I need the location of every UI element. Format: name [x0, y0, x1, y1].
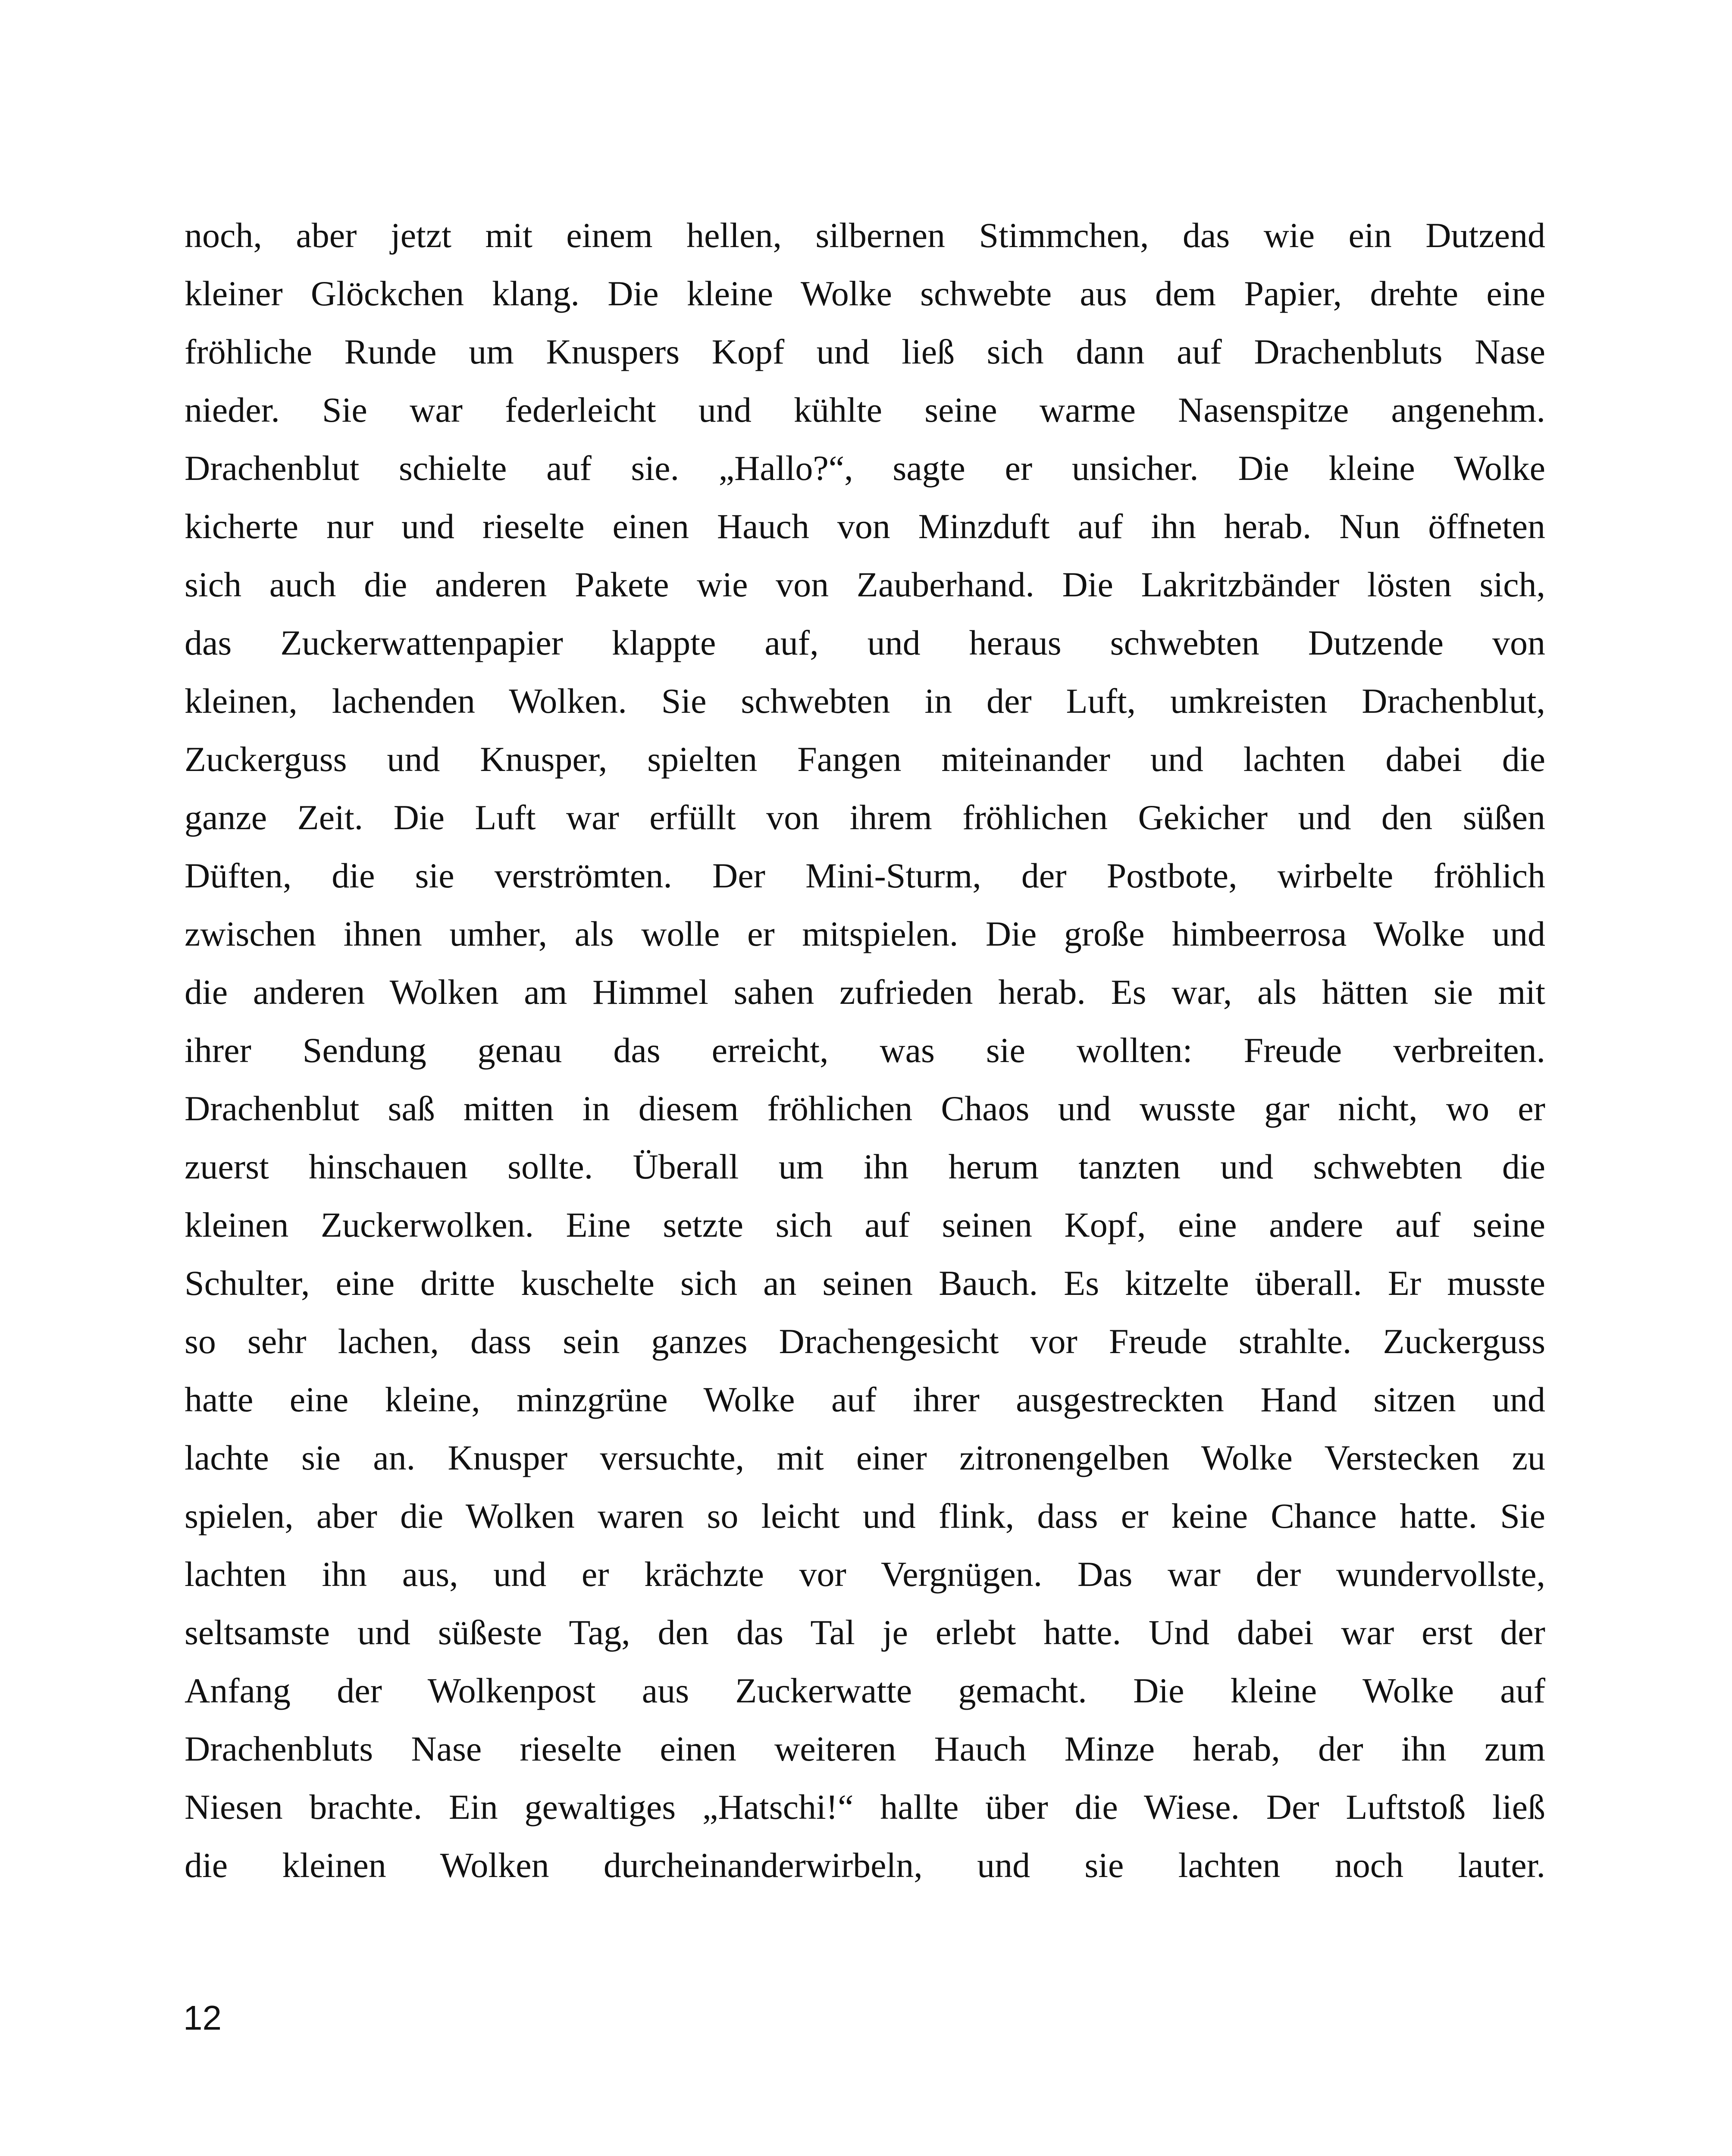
- text-line: fröhliche Runde um Knuspers Kopf und ließ sich dann auf Drachenbluts Nase: [185, 332, 1545, 371]
- text-line: Drachenblut schielte auf sie. „Hallo?“, sagte er unsicher. Die kleine Wolke: [185, 448, 1545, 488]
- text-line: das Zuckerwattenpapier klappte auf, und heraus schwebten Dutzende von: [185, 623, 1545, 662]
- text-line: Drachenbluts Nase rieselte einen weiteren Hauch Minze herab, der ihn zum: [185, 1729, 1545, 1768]
- text-line: Anfang der Wolkenpost aus Zuckerwatte gemacht. Die kleine Wolke auf: [185, 1671, 1545, 1710]
- text-line: Zuckerguss und Knusper, spielten Fangen miteinander und lachten dabei die: [185, 740, 1545, 779]
- text-line: Düften, die sie verströmten. Der Mini-Sturm, der Postbote, wirbelte fröhlich: [185, 856, 1545, 895]
- text-line: Drachenblut saß mitten in diesem fröhlichen Chaos und wusste gar nicht, wo er: [185, 1089, 1545, 1128]
- text-line: noch, aber jetzt mit einem hellen, silbernen Stimmchen, das wie ein Dutzend: [185, 216, 1545, 255]
- text-line: lachten ihn aus, und er krächzte vor Vergnügen. Das war der wundervollste,: [185, 1554, 1545, 1594]
- text-line: kleiner Glöckchen klang. Die kleine Wolke schwebte aus dem Papier, drehte eine: [185, 274, 1545, 313]
- text-line: zwischen ihnen umher, als wolle er mitspielen. Die große himbeerrosa Wolke und: [185, 914, 1545, 953]
- page-number: 12: [183, 1999, 222, 2037]
- text-line: Niesen brachte. Ein gewaltiges „Hatschi!“ hallte über die Wiese. Der Luftstoß ließ: [185, 1787, 1545, 1827]
- text-line: so sehr lachen, dass sein ganzes Drachengesicht vor Freude strahlte. Zuckerguss: [185, 1322, 1545, 1361]
- text-line: die kleinen Wolken durcheinanderwirbeln, und sie lachten noch lauter.: [185, 1846, 1545, 1885]
- text-line: die anderen Wolken am Himmel sahen zufrieden herab. Es war, als hätten sie mit: [185, 972, 1545, 1012]
- text-line: ganze Zeit. Die Luft war erfüllt von ihrem fröhlichen Gekicher und den süßen: [185, 798, 1545, 837]
- text-line: kleinen, lachenden Wolken. Sie schwebten in der Luft, umkreisten Drachenblut,: [185, 681, 1545, 721]
- text-line: kicherte nur und rieselte einen Hauch von Minzduft auf ihn herab. Nun öffneten: [185, 507, 1545, 546]
- text-line: seltsamste und süßeste Tag, den das Tal je erlebt hatte. Und dabei war erst der: [185, 1613, 1545, 1652]
- text-line: nieder. Sie war federleicht und kühlte seine warme Nasenspitze angenehm.: [185, 390, 1545, 429]
- text-line: lachte sie an. Knusper versuchte, mit einer zitronengelben Wolke Verstecken zu: [185, 1438, 1545, 1477]
- text-line: Schulter, eine dritte kuschelte sich an seinen Bauch. Es kitzelte überall. Er musste: [185, 1263, 1545, 1303]
- body-text: [185, 206, 1545, 1894]
- text-line: spielen, aber die Wolken waren so leicht und flink, dass er keine Chance hatte. Sie: [185, 1496, 1545, 1536]
- text-line: sich auch die anderen Pakete wie von Zauberhand. Die Lakritzbänder lösten sich,: [185, 565, 1545, 604]
- text-line: hatte eine kleine, minzgrüne Wolke auf ihrer ausgestreckten Hand sitzen und: [185, 1380, 1545, 1419]
- text-line: zuerst hinschauen sollte. Überall um ihn herum tanzten und schwebten die: [185, 1147, 1545, 1186]
- text-line: ihrer Sendung genau das erreicht, was sie wollten: Freude verbreiten.: [185, 1031, 1545, 1070]
- text-line: kleinen Zuckerwolken. Eine setzte sich auf seinen Kopf, eine andere auf seine: [185, 1205, 1545, 1244]
